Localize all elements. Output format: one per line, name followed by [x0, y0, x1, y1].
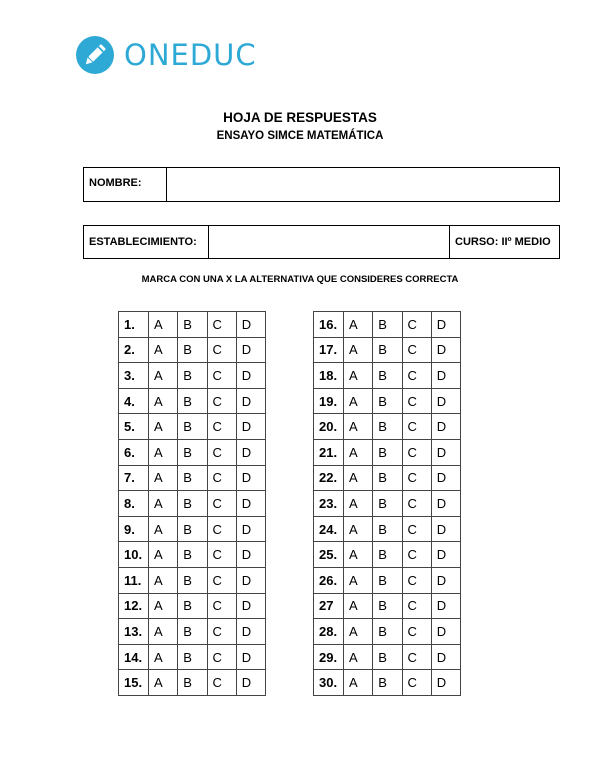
question-number: 27 [314, 593, 344, 619]
option-c-cell[interactable]: C [402, 593, 431, 619]
question-number: 25. [314, 542, 344, 568]
option-c-cell[interactable]: C [402, 465, 431, 491]
option-b-cell[interactable]: B [178, 619, 207, 645]
option-c-cell[interactable]: C [402, 388, 431, 414]
option-d-cell[interactable]: D [236, 363, 265, 389]
answer-row [119, 542, 266, 568]
option-c-cell[interactable]: C [402, 414, 431, 440]
question-number: 10. [119, 542, 149, 568]
option-a-cell[interactable]: A [344, 465, 373, 491]
course-label: CURSO: IIº MEDIO [449, 226, 559, 258]
question-number: 18. [314, 363, 344, 389]
answer-row [314, 363, 461, 389]
option-b-cell[interactable]: B [178, 670, 207, 696]
question-number: 14. [119, 644, 149, 670]
option-b-cell[interactable]: B [373, 619, 402, 645]
option-a-cell[interactable]: A [344, 363, 373, 389]
option-a-cell[interactable]: A [149, 465, 178, 491]
option-d-cell[interactable]: D [431, 439, 460, 465]
option-d-cell[interactable]: D [236, 670, 265, 696]
option-b-cell[interactable]: B [373, 312, 402, 338]
option-b-cell[interactable]: B [373, 593, 402, 619]
option-b-cell[interactable]: B [178, 516, 207, 542]
answer-row [119, 670, 266, 696]
answer-row [314, 414, 461, 440]
option-d-cell[interactable]: D [236, 619, 265, 645]
answer-row [314, 439, 461, 465]
question-number: 26. [314, 567, 344, 593]
option-a-cell[interactable]: A [149, 388, 178, 414]
name-input-area[interactable] [167, 168, 559, 201]
question-number: 19. [314, 388, 344, 414]
page-subtitle: ENSAYO SIMCE MATEMÁTICA [216, 130, 384, 142]
option-b-cell[interactable]: B [373, 337, 402, 363]
answer-row [314, 491, 461, 517]
answer-row [314, 337, 461, 363]
option-c-cell[interactable]: C [402, 644, 431, 670]
answer-row [314, 644, 461, 670]
option-d-cell[interactable]: D [431, 567, 460, 593]
option-d-cell[interactable]: D [236, 542, 265, 568]
option-b-cell[interactable]: B [178, 388, 207, 414]
option-c-cell[interactable]: C [402, 619, 431, 645]
option-a-cell[interactable]: A [149, 542, 178, 568]
option-a-cell[interactable]: A [149, 593, 178, 619]
option-a-cell[interactable]: A [344, 414, 373, 440]
pencil-circle-icon [76, 36, 114, 74]
instruction-text: MARCA CON UNA X LA ALTERNATIVA QUE CONSIDERES CORRECTA [141, 274, 459, 285]
option-d-cell[interactable]: D [431, 491, 460, 517]
option-c-cell[interactable]: C [207, 542, 236, 568]
question-number: 21. [314, 439, 344, 465]
option-c-cell[interactable]: C [207, 491, 236, 517]
answer-row [119, 567, 266, 593]
option-b-cell[interactable]: B [373, 465, 402, 491]
question-number: 15. [119, 670, 149, 696]
option-c-cell[interactable]: C [207, 465, 236, 491]
option-a-cell[interactable]: A [149, 491, 178, 517]
option-b-cell[interactable]: B [178, 337, 207, 363]
option-d-cell[interactable]: D [431, 670, 460, 696]
question-number: 12. [119, 593, 149, 619]
option-d-cell[interactable]: D [431, 593, 460, 619]
option-d-cell[interactable]: D [236, 312, 265, 338]
option-a-cell[interactable]: A [344, 491, 373, 517]
option-b-cell[interactable]: B [178, 465, 207, 491]
option-d-cell[interactable]: D [431, 644, 460, 670]
option-c-cell[interactable]: C [207, 593, 236, 619]
option-b-cell[interactable]: B [373, 542, 402, 568]
option-c-cell[interactable]: C [207, 337, 236, 363]
answer-row [119, 619, 266, 645]
option-b-cell[interactable]: B [373, 516, 402, 542]
option-d-cell[interactable]: D [431, 388, 460, 414]
page-title: HOJA DE RESPUESTAS [223, 110, 377, 125]
option-d-cell[interactable]: D [236, 516, 265, 542]
oneduc-logo [76, 36, 257, 74]
question-number: 2. [119, 337, 149, 363]
question-number: 8. [119, 491, 149, 517]
option-c-cell[interactable]: C [402, 670, 431, 696]
name-label: NOMBRE: [84, 168, 167, 201]
option-c-cell[interactable]: C [207, 567, 236, 593]
school-input-area[interactable] [209, 226, 449, 258]
option-b-cell[interactable]: B [373, 439, 402, 465]
option-a-cell[interactable]: A [149, 337, 178, 363]
option-d-cell[interactable]: D [236, 388, 265, 414]
option-b-cell[interactable]: B [178, 491, 207, 517]
option-a-cell[interactable]: A [344, 439, 373, 465]
question-number: 16. [314, 312, 344, 338]
option-a-cell[interactable]: A [149, 516, 178, 542]
question-number: 29. [314, 644, 344, 670]
option-a-cell[interactable]: A [344, 670, 373, 696]
option-b-cell[interactable]: B [178, 567, 207, 593]
option-a-cell[interactable]: A [344, 593, 373, 619]
question-number: 7. [119, 465, 149, 491]
option-b-cell[interactable]: B [373, 414, 402, 440]
question-number: 28. [314, 619, 344, 645]
option-c-cell[interactable]: C [207, 363, 236, 389]
question-number: 5. [119, 414, 149, 440]
brand-name: ONEDUC [124, 37, 257, 72]
question-number: 13. [119, 619, 149, 645]
answer-row [119, 337, 266, 363]
option-b-cell[interactable]: B [373, 567, 402, 593]
option-a-cell[interactable]: A [344, 567, 373, 593]
question-number: 23. [314, 491, 344, 517]
question-number: 22. [314, 465, 344, 491]
question-number: 17. [314, 337, 344, 363]
answer-row [314, 567, 461, 593]
option-c-cell[interactable]: C [207, 312, 236, 338]
answer-row [314, 516, 461, 542]
option-a-cell[interactable]: A [149, 670, 178, 696]
option-a-cell[interactable]: A [149, 439, 178, 465]
answer-row [314, 670, 461, 696]
option-d-cell[interactable]: D [236, 465, 265, 491]
option-b-cell[interactable]: B [178, 439, 207, 465]
option-b-cell[interactable]: B [178, 414, 207, 440]
option-a-cell[interactable]: A [149, 312, 178, 338]
answer-row [314, 542, 461, 568]
question-number: 1. [119, 312, 149, 338]
option-c-cell[interactable]: C [207, 414, 236, 440]
answer-row [119, 644, 266, 670]
option-d-cell[interactable]: D [431, 363, 460, 389]
option-c-cell[interactable]: C [402, 312, 431, 338]
option-a-cell[interactable]: A [344, 619, 373, 645]
option-c-cell[interactable]: C [402, 542, 431, 568]
answer-grid-right [313, 311, 461, 696]
option-c-cell[interactable]: C [402, 363, 431, 389]
answer-row [119, 312, 266, 338]
option-c-cell[interactable]: C [207, 670, 236, 696]
option-d-cell[interactable]: D [236, 567, 265, 593]
option-b-cell[interactable]: B [178, 644, 207, 670]
option-b-cell[interactable]: B [373, 644, 402, 670]
answer-row [314, 388, 461, 414]
option-c-cell[interactable]: C [207, 516, 236, 542]
option-d-cell[interactable]: D [431, 516, 460, 542]
answer-row [119, 414, 266, 440]
option-c-cell[interactable]: C [207, 388, 236, 414]
option-a-cell[interactable]: A [344, 516, 373, 542]
option-d-cell[interactable]: D [236, 414, 265, 440]
answer-row [119, 593, 266, 619]
answer-row [314, 465, 461, 491]
option-d-cell[interactable]: D [431, 414, 460, 440]
option-d-cell[interactable]: D [431, 337, 460, 363]
option-d-cell[interactable]: D [431, 465, 460, 491]
option-a-cell[interactable]: A [344, 312, 373, 338]
option-c-cell[interactable]: C [402, 337, 431, 363]
option-c-cell[interactable]: C [207, 644, 236, 670]
question-number: 24. [314, 516, 344, 542]
option-c-cell[interactable]: C [207, 619, 236, 645]
option-b-cell[interactable]: B [373, 388, 402, 414]
question-number: 6. [119, 439, 149, 465]
answer-row [314, 593, 461, 619]
option-c-cell[interactable]: C [402, 567, 431, 593]
answer-row [119, 363, 266, 389]
option-b-cell[interactable]: B [373, 363, 402, 389]
question-number: 3. [119, 363, 149, 389]
option-a-cell[interactable]: A [149, 414, 178, 440]
option-d-cell[interactable]: D [236, 439, 265, 465]
answer-row [119, 388, 266, 414]
question-number: 11. [119, 567, 149, 593]
answer-row [119, 516, 266, 542]
option-a-cell[interactable]: A [344, 542, 373, 568]
option-d-cell[interactable]: D [236, 593, 265, 619]
question-number: 9. [119, 516, 149, 542]
answer-row [119, 465, 266, 491]
question-number: 20. [314, 414, 344, 440]
question-number: 4. [119, 388, 149, 414]
option-c-cell[interactable]: C [402, 491, 431, 517]
option-b-cell[interactable]: B [373, 491, 402, 517]
option-b-cell[interactable]: B [178, 363, 207, 389]
question-number: 30. [314, 670, 344, 696]
option-d-cell[interactable]: D [236, 491, 265, 517]
option-c-cell[interactable]: C [402, 516, 431, 542]
name-field-box [83, 167, 560, 202]
option-a-cell[interactable]: A [149, 567, 178, 593]
option-a-cell[interactable]: A [149, 644, 178, 670]
option-d-cell[interactable]: D [236, 644, 265, 670]
option-b-cell[interactable]: B [178, 542, 207, 568]
option-b-cell[interactable]: B [178, 593, 207, 619]
option-d-cell[interactable]: D [431, 619, 460, 645]
option-d-cell[interactable]: D [431, 312, 460, 338]
school-field-box [83, 225, 560, 259]
school-label: ESTABLECIMIENTO: [84, 226, 209, 258]
option-a-cell[interactable]: A [149, 363, 178, 389]
option-c-cell[interactable]: C [402, 439, 431, 465]
option-b-cell[interactable]: B [178, 312, 207, 338]
option-a-cell[interactable]: A [344, 337, 373, 363]
option-a-cell[interactable]: A [344, 644, 373, 670]
option-d-cell[interactable]: D [431, 542, 460, 568]
option-d-cell[interactable]: D [236, 337, 265, 363]
answer-row [314, 619, 461, 645]
answer-grid-left [118, 311, 266, 696]
answer-row [119, 439, 266, 465]
option-a-cell[interactable]: A [344, 388, 373, 414]
answer-row [119, 491, 266, 517]
option-a-cell[interactable]: A [149, 619, 178, 645]
answer-row [314, 312, 461, 338]
option-c-cell[interactable]: C [207, 439, 236, 465]
option-b-cell[interactable]: B [373, 670, 402, 696]
